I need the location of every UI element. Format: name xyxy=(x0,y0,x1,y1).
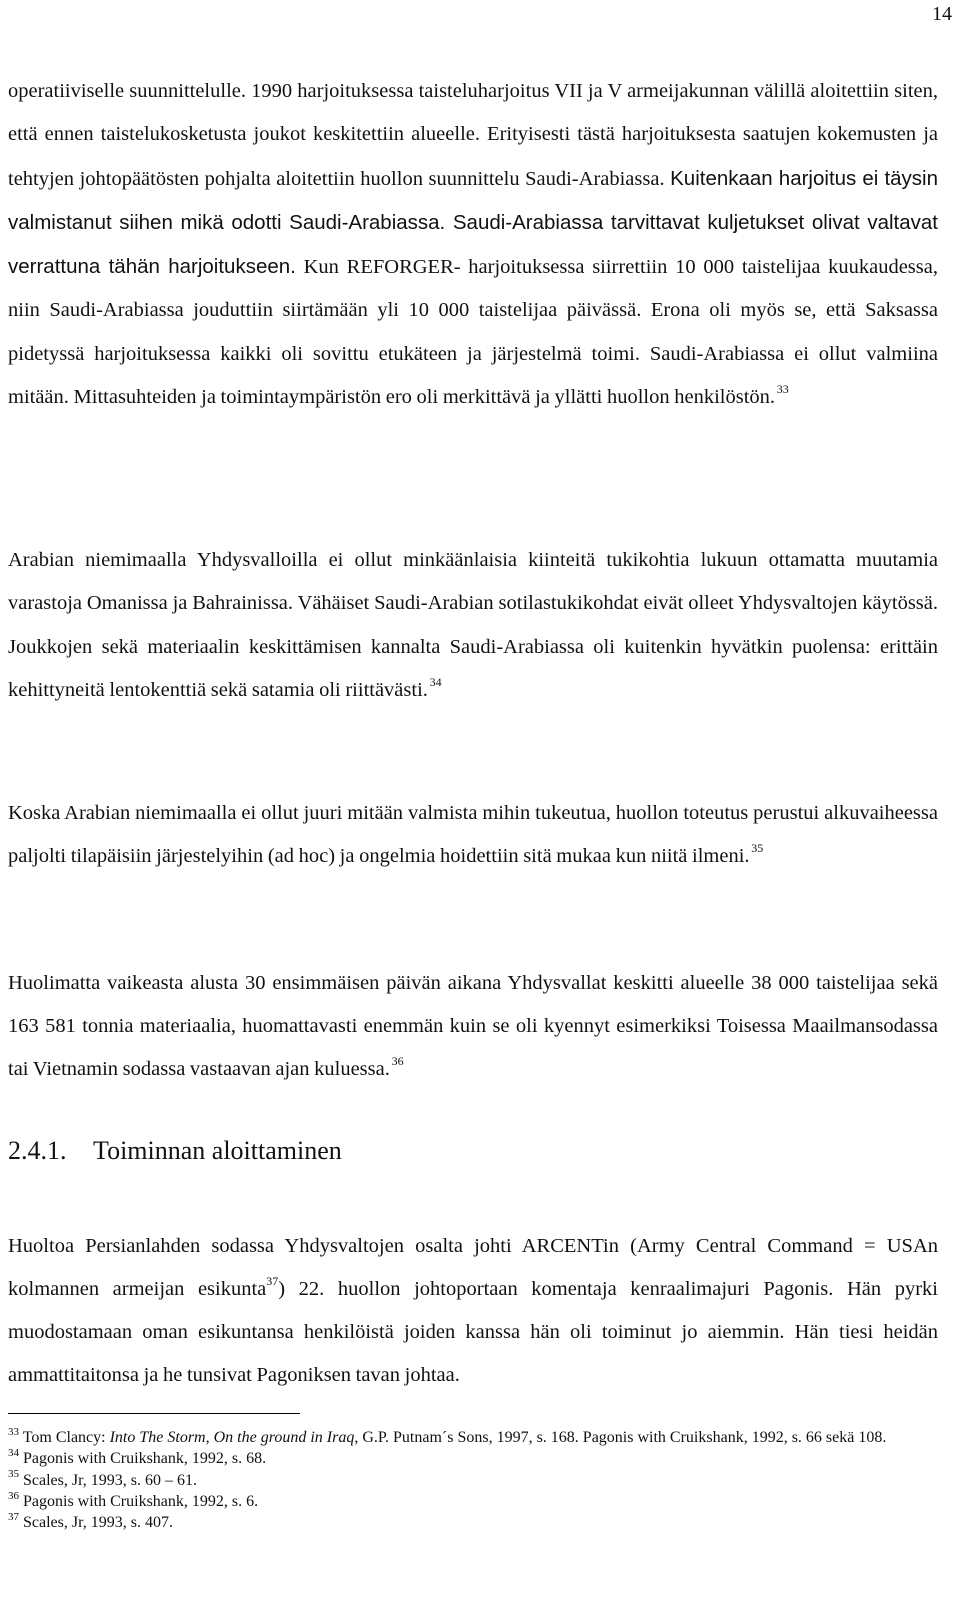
footnote-ref-34: 34 xyxy=(429,675,442,690)
footnote-number: 37 xyxy=(8,1510,19,1523)
footnote-separator xyxy=(8,1413,300,1414)
footnote-ref-37: 37 xyxy=(266,1274,279,1289)
footnote-ref-36: 36 xyxy=(391,1054,404,1069)
paragraph-5-text-b: ) 22. huollon johtoportaan komentaja kenraalimajuri Pagonis. Hän pyrki muodostamaan oman esikuntansa henkilöistä joiden kanssa hän oli toiminut jo aiemmin. Hän tiesi heidän ammattitaitonsa ja he tunsivat Pagoniksen tavan johtaa. xyxy=(8,1278,938,1386)
footnote-37 xyxy=(8,1512,923,1533)
paragraph-1 xyxy=(8,70,938,419)
footnotes xyxy=(8,1427,923,1533)
footnote-36 xyxy=(8,1491,923,1512)
paragraph-4 xyxy=(8,962,938,1091)
footnote-ref-33: 33 xyxy=(776,382,789,397)
footnote-text: Scales, Jr, 1993, s. 407. xyxy=(23,1514,174,1532)
footnote-number: 34 xyxy=(8,1446,19,1459)
paragraph-1-part-3: Kun REFORGER- harjoituksessa siirrettiin 10 000 taistelijaa kuukaudessa, niin Saudi-Arabiassa jouduttiin siirtämään yli 10 000 taistelijaa päivässä. Erona oli myös se, että Saksassa pidetyssä harjoituksessa kaikki oli sovittu etukäteen ja järjestelmä toimi. Saudi-Arabiassa ei ollut valmiina mitään. Mittasuhteiden ja toimintaympäristön ero oli merkittävä ja yllätti huollon henkilöstön. xyxy=(8,256,938,409)
footnote-number: 33 xyxy=(8,1425,19,1438)
footnote-34 xyxy=(8,1448,923,1469)
paragraph-2 xyxy=(8,539,938,712)
page-number: 14 xyxy=(932,3,952,25)
footnote-35 xyxy=(8,1470,923,1491)
footnote-text: Pagonis with Cruikshank, 1992, s. 6. xyxy=(23,1492,259,1510)
footnote-number: 36 xyxy=(8,1489,19,1502)
paragraph-2-text: Arabian niemimaalla Yhdysvalloilla ei ollut minkäänlaisia kiinteitä tukikohtia lukuun ottamatta muutamia varastoja Omanissa ja Bahrainissa. Vähäiset Saudi-Arabian sotilastukikohdat eivät olleet Yhdysvaltojen käytössä. Joukkojen sekä materiaalin keskittämisen kannalta Saudi-Arabiassa oli kuitenkin hyvätkin puolensa: erittäin kehittyneitä lentokenttiä sekä satamia oli riittävästi. xyxy=(8,549,938,701)
footnote-33 xyxy=(8,1427,923,1448)
footnote-title: Into The Storm, On the ground in Iraq xyxy=(109,1429,355,1446)
paragraph-5-text-a: Huoltoa Persianlahden sodassa Yhdysvaltojen osalta johti ARCENTin (Army Central Command = USAn kolmannen armeijan esikunta xyxy=(8,1235,938,1300)
paragraph-1-part-2: Kuitenkaan harjoitus ei täysin valmistanut siihen mikä odotti Saudi-Arabiassa. Saudi-Arabiassa tarvittavat kuljetukset olivat valtavat verrattuna tähän harjoitukseen. xyxy=(8,166,938,279)
footnote-number: 35 xyxy=(8,1468,19,1481)
footnote-text: Scales, Jr, 1993, s. 60 – 61. xyxy=(23,1471,198,1489)
paragraph-4-text: Huolimatta vaikeasta alusta 30 ensimmäisen päivän aikana Yhdysvallat keskitti alueelle 38 000 taistelijaa sekä 163 581 tonnia materiaalia, huomattavasti enemmän kuin se oli kyennyt esimerkiksi Toisessa Maailmansodassa tai Vietnamin sodassa vastaavan ajan kuluessa. xyxy=(8,972,938,1080)
section-number: 2.4.1. xyxy=(8,1136,67,1165)
section-heading xyxy=(8,1136,342,1166)
footnote-text: Pagonis with Cruikshank, 1992, s. 68. xyxy=(23,1450,267,1468)
paragraph-3 xyxy=(8,792,938,878)
paragraph-5 xyxy=(8,1225,938,1397)
footnote-ref-35: 35 xyxy=(751,841,764,856)
paragraph-3-text: Koska Arabian niemimaalla ei ollut juuri mitään valmista mihin tukeutua, huollon toteutus perustui alkuvaiheessa paljolti tilapäisiin järjestelyihin (ad hoc) ja ongelmia hoidettiin sitä mukaa kun niitä ilmeni. xyxy=(8,802,938,867)
section-title: Toiminnan aloittaminen xyxy=(93,1136,342,1165)
paragraph-1-part-1: operatiiviselle suunnittelulle. 1990 harjoituksessa taisteluharjoitus VII ja V armeijakunnan välillä aloitettiin siten, että ennen taistelukosketusta joukot keskitettiin alueelle. Erityisesti tästä harjoituksesta saatujen kokemusten ja tehtyjen johtopäätösten pohjalta aloitettiin huollon suunnittelu Saudi-Arabiassa. xyxy=(8,80,938,190)
footnote-text-tail: , G.P. Putnam´s Sons, 1997, s. 168. Pagonis with Cruikshank, 1992, s. 66 sekä 108. xyxy=(354,1429,887,1446)
footnote-text: Tom Clancy: xyxy=(22,1429,110,1446)
